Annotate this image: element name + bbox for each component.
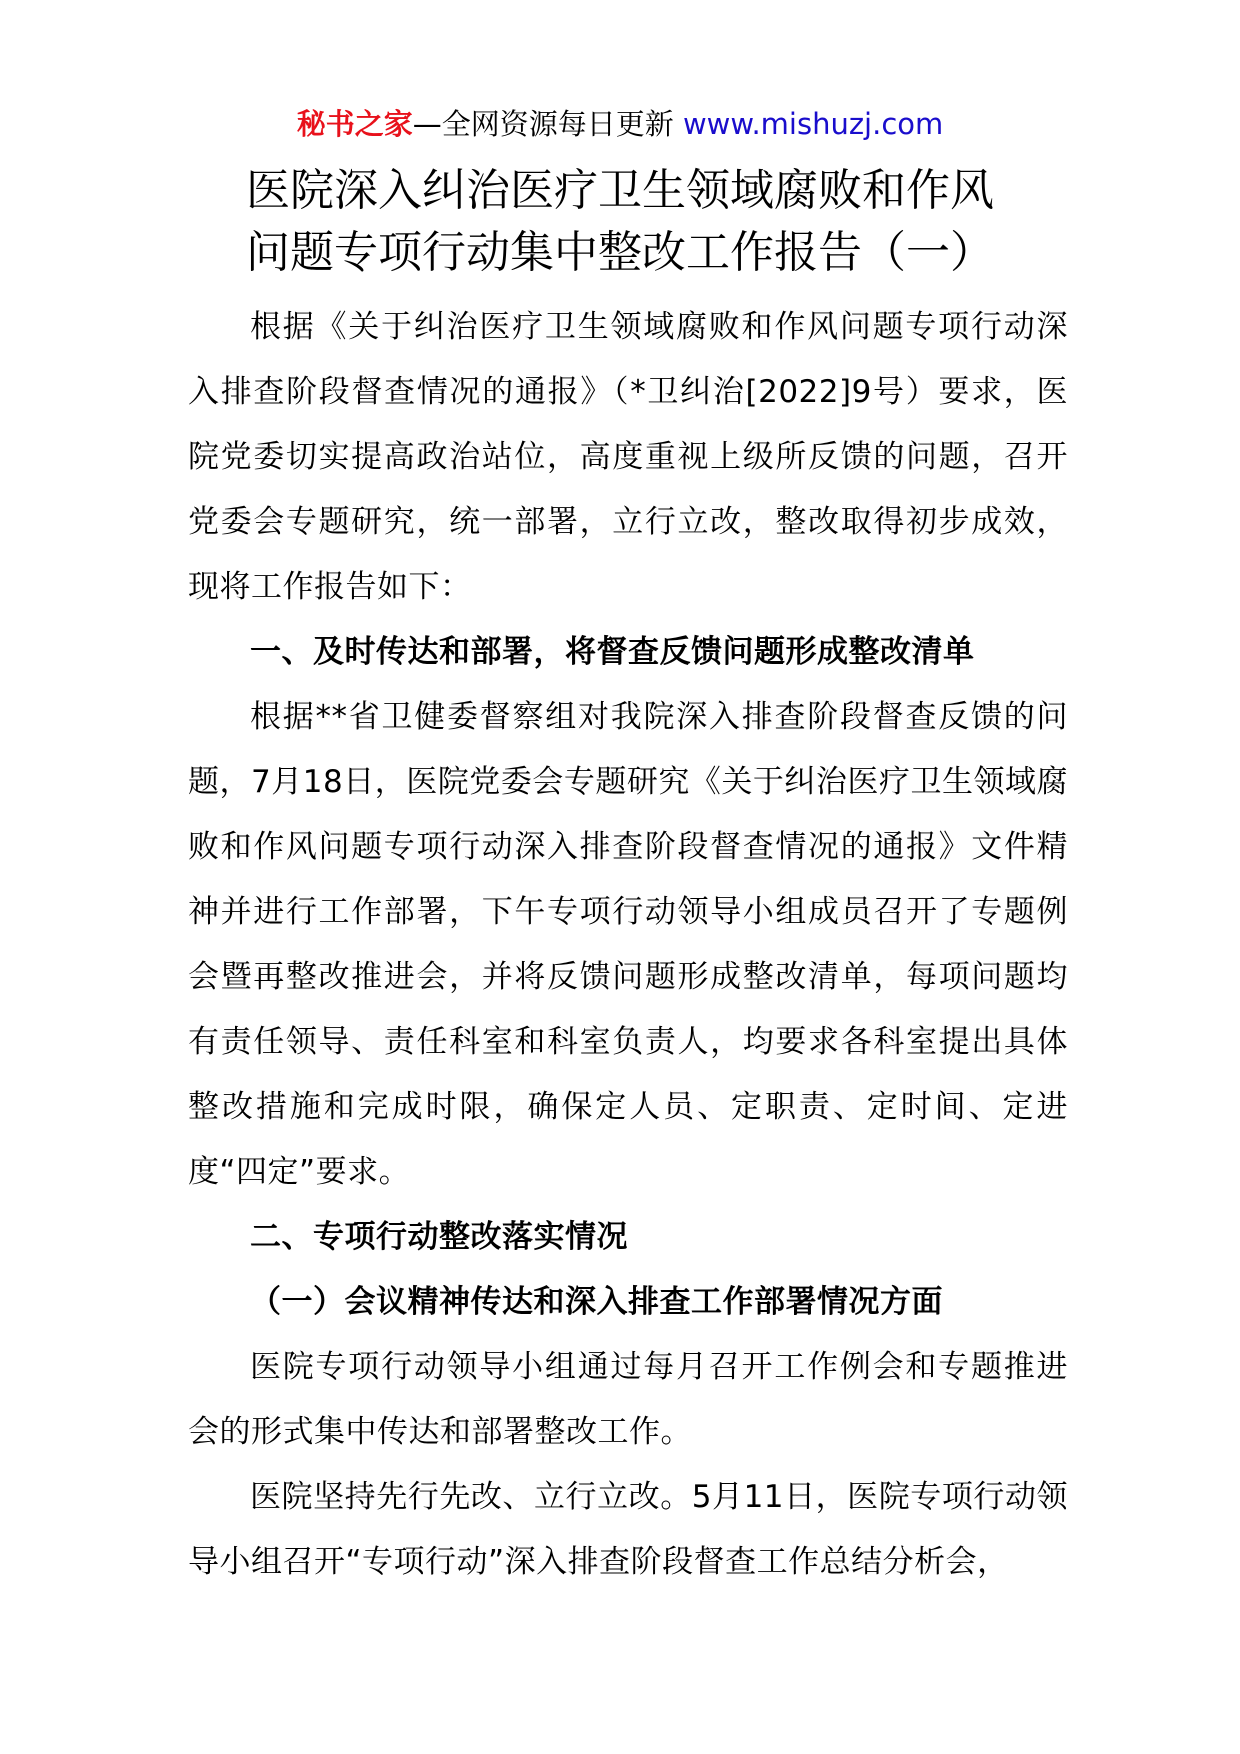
site-header <box>0 104 1240 144</box>
title-line-2: 问题专项行动集中整改工作报告（一） <box>246 227 994 278</box>
intro-paragraph: 根据《关于纠治医疗卫生领域腐败和作风问题专项行动深入排查阶段督查情况的通报》（*卫纠治[2022]9号）要求，医院党委切实提高政治站位，高度重视上级所反馈的问题，召开党委会专题研究，统一部署，立行立改，整改取得初步成效，现将工作报告如下： <box>188 309 1068 605</box>
site-url-link[interactable]: www.mishuzj.com <box>682 107 944 141</box>
section-1-heading: 一、及时传达和部署，将督查反馈问题形成整改清单 <box>250 634 975 670</box>
subsection-1-paragraph-2: 医院坚持先行先改、立行立改。5月11日，医院专项行动领导小组召开“专项行动”深入排查阶段督查工作总结分析会， <box>188 1479 1068 1580</box>
site-slogan: —全网资源每日更新 <box>412 107 683 141</box>
document-title <box>0 160 1240 284</box>
subsection-1-heading: （一）会议精神传达和深入排查工作部署情况方面 <box>250 1284 943 1320</box>
title-line-1: 医院深入纠治医疗卫生领域腐败和作风 <box>246 165 994 216</box>
site-brand: 秘书之家 <box>296 107 413 141</box>
section-2-heading: 二、专项行动整改落实情况 <box>250 1219 628 1255</box>
subsection-1-paragraph-1: 医院专项行动领导小组通过每月召开工作例会和专题推进会的形式集中传达和部署整改工作。 <box>188 1349 1068 1450</box>
section-1-paragraph: 根据**省卫健委督察组对我院深入排查阶段督查反馈的问题，7月18日，医院党委会专题研究《关于纠治医疗卫生领域腐败和作风问题专项行动深入排查阶段督查情况的通报》文件精神并进行工作部署，下午专项行动领导小组成员召开了专题例会暨再整改推进会，并将反馈问题形成整改清单，每项问题均有责任领导、责任科室和科室负责人，均要求各科室提出具体整改措施和完成时限，确保定人员、定职责、定时间、定进度“四定”要求。 <box>188 699 1068 1190</box>
document-body <box>188 295 1068 1595</box>
